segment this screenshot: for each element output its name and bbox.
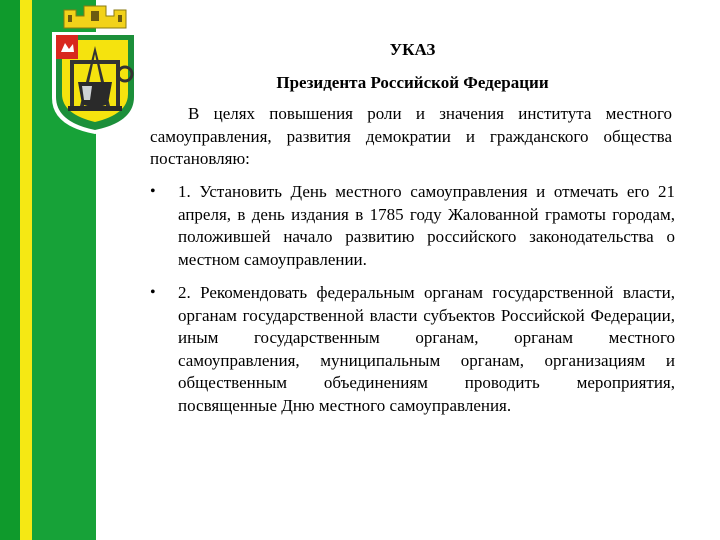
decree-items: [150, 181, 675, 417]
decree-title: УКАЗ: [389, 40, 436, 59]
coat-of-arms-icon: [44, 2, 146, 136]
list-item: [150, 181, 675, 271]
list-item-text: 1. Установить День местного самоуправления и отмечать его 21 апреля, в день издания в 1785 году Жалованной грамоты городам, положившей начало развитию российского законодательства о местном самоуправлении.: [178, 182, 675, 269]
decree-subtitle: Президента Российской Федерации: [276, 73, 549, 92]
side-stripe-yellow: [20, 0, 32, 540]
list-item: [150, 282, 675, 417]
list-item-text: 2. Рекомендовать федеральным органам государственной власти, органам государственной власти субъектов Российской Федерации, иным государственным органам, органам местного самоуправления, муниципальным органам, организациям и общественным объединениям проводить мероприятия, посвященные Дню местного самоуправления.: [178, 283, 675, 415]
bullet-marker: •: [150, 284, 156, 301]
side-stripe-dark-green: [0, 0, 20, 540]
decree-intro: В целях повышения роли и значения института местного самоуправления, развития демократии и гражданского общества постановляю:: [150, 104, 672, 168]
bullet-marker: •: [150, 183, 156, 200]
